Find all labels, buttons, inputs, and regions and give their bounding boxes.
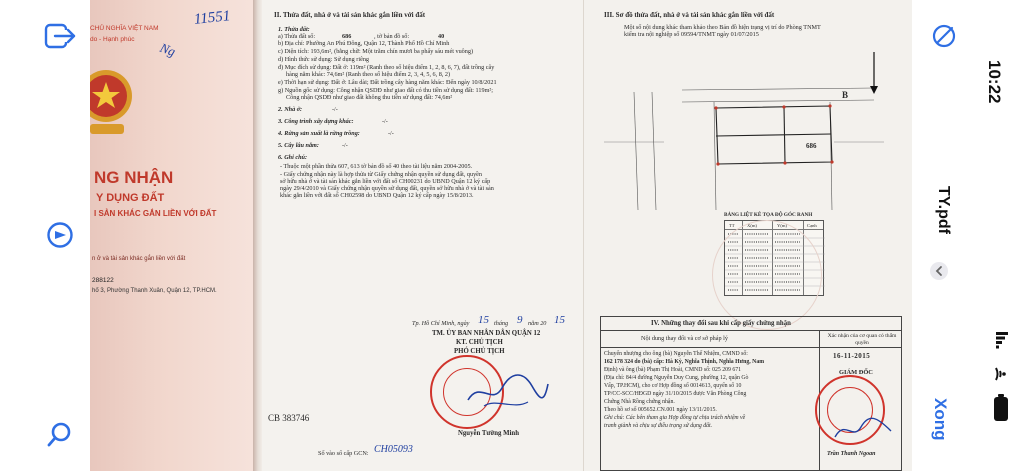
director-signature bbox=[831, 413, 895, 447]
coord-header-y: Y(m) bbox=[777, 223, 787, 228]
section-two-heading: II. Thửa đất, nhà ở và tài sản khác gắn liền với đất bbox=[274, 11, 426, 19]
map-sheet-number: 40 bbox=[438, 33, 445, 40]
change-line-10: tranh giành và chịu sự điều trạng sử dụng đất. bbox=[604, 423, 713, 429]
section-three-page bbox=[584, 0, 912, 471]
signal-icon bbox=[994, 330, 1010, 350]
construction-label: 3. Công trình xây dựng khác: bbox=[278, 118, 354, 125]
certificate-serial: CB 383746 bbox=[268, 413, 310, 423]
owner-line: n ở và tài sản khác gắn liền với đất bbox=[92, 256, 186, 262]
parcel-label-686: 686 bbox=[806, 142, 817, 150]
house-label: 2. Nhà ở: bbox=[278, 106, 303, 113]
change-line-3: Định) và ông (bà) Phạm Thị Hoài, CMND số: 025 209 671 bbox=[604, 367, 742, 373]
change-line-2: 162 178 324 do (bà) cấp: Hà Kỳ, Nghĩa Thịnh, Nghĩa Hưng, Nam bbox=[604, 359, 765, 365]
battery-icon bbox=[992, 393, 1010, 423]
certificate-subtitle-2: I SẢN KHÁC GẮN LIỀN VỚI ĐẤT bbox=[94, 209, 217, 218]
chevron-down-icon[interactable] bbox=[929, 261, 949, 281]
official-signature bbox=[462, 366, 552, 416]
done-button[interactable]: Xong bbox=[931, 398, 950, 441]
forward-icon[interactable] bbox=[46, 221, 74, 249]
house-value: -/- bbox=[332, 106, 338, 113]
map-note-2: kiểm tra nội nghiệp số 09594/TNMT ngày 01/07/2015 bbox=[624, 31, 759, 38]
north-arrow-label: B bbox=[842, 90, 849, 100]
sign-month-label: tháng bbox=[494, 320, 509, 327]
director-name: Trần Thanh Ngoan bbox=[827, 451, 876, 457]
kt-chair: KT. CHỦ TỊCH bbox=[456, 339, 503, 346]
gcn-label: Số vào sổ cấp GCN: bbox=[318, 450, 369, 457]
change-line-7: Chứng Nhà Rồng chứng nhận. bbox=[604, 399, 675, 405]
vice-chair: PHÓ CHỦ TỊCH bbox=[454, 348, 505, 355]
usage-form: d) Hình thức sử dụng: Sử dụng riêng bbox=[278, 56, 370, 63]
purpose-line-1: đ) Mục đích sử dụng: Đất ở: 119m² (Ranh theo số hiệu điểm 1, 2, 8, 6, 7), đất trồng cây bbox=[278, 64, 495, 71]
tree-label: 5. Cây lâu năm: bbox=[278, 142, 319, 149]
origin-line-2: Công nhận QSDĐ như giao đất không thu tiền sử dụng đất: 74,6m² bbox=[286, 94, 453, 101]
note-5: khác gắn liền với đất số CH02598 do UBND Quận 12 ký cấp ngày 15/8/2013. bbox=[280, 192, 474, 199]
note-1: - Thuộc một phần thửa 607, 613 tờ bản đồ số 40 theo tài liệu năm 2004-2005. bbox=[280, 163, 473, 170]
certificate-document bbox=[90, 0, 912, 471]
coord-table-title: BẢNG LIỆT KÊ TỌA ĐỘ GÓC RANH bbox=[724, 212, 813, 218]
left-toolbar bbox=[0, 0, 90, 471]
address-partial: hố 3, Phường Thanh Xuân, Quận 12, TP.HCM. bbox=[92, 288, 217, 294]
term-line: e) Thời hạn sử dụng: Đất ở: Lâu dài; Đất trồng cây hàng năm khác: Đến ngày 10/8/2021 bbox=[278, 79, 497, 86]
forest-label: 4. Rừng sản xuất là rừng trồng: bbox=[278, 130, 360, 137]
tree-value: -/- bbox=[342, 142, 348, 149]
gcn-number: CH05093 bbox=[374, 444, 413, 455]
forest-value: -/- bbox=[388, 130, 394, 137]
col-confirm-header: Xác nhận của cơ quan có thẩm quyền bbox=[827, 333, 897, 347]
change-line-5: Vấp, TP.HCM), cho cơ Hợp đồng số 0014613, quyển số 10 bbox=[604, 383, 742, 389]
map-note-1: Một số nội dung khác tham khảo theo Bản đồ hiện trạng vị trí do Phòng TNMT bbox=[624, 24, 821, 31]
change-line-4: (Địa chỉ: 84/4 đường Nguyễn Duy Cung, phường 12, quận Gò bbox=[604, 375, 749, 381]
change-line-8: Theo hồ sơ số 005652.CN.001 ngày 13/11/2015. bbox=[604, 407, 717, 413]
change-line-1: Chuyển nhượng cho ông (bà) Nguyễn Thế Nhiệm, CMND số: bbox=[604, 351, 748, 357]
change-line-9: Ghi chú: Các bên tham gia Hợp đồng tự chịu trách nhiệm về bbox=[604, 415, 746, 421]
motto: do - Hạnh phúc bbox=[90, 36, 135, 43]
committee-name: TM. ỦY BAN NHÂN DÂN QUẬN 12 bbox=[432, 330, 541, 337]
director-title: GIÁM ĐỐC bbox=[839, 369, 873, 376]
sign-place: Tp. Hồ Chí Minh, ngày bbox=[412, 320, 470, 327]
certificate-subtitle: Y DỤNG ĐẤT bbox=[96, 192, 165, 204]
sign-year-label: năm 20 bbox=[528, 320, 547, 327]
national-emblem bbox=[90, 58, 140, 144]
parcel-number: 686 bbox=[342, 33, 352, 40]
wifi-icon bbox=[992, 365, 1010, 383]
note-4: ngày 29/4/2010 và Giấy chứng nhận quyền sử dụng đất, quyền sở hữu nhà ở và tài sản bbox=[280, 185, 494, 192]
parcel-label: a) Thửa đất số: bbox=[278, 33, 316, 40]
construction-value: -/- bbox=[382, 118, 388, 125]
change-line-6: TP/CC-SCC/HĐGD ngày 31/10/2015 được Văn Phòng Công bbox=[604, 391, 747, 397]
markup-icon[interactable] bbox=[930, 22, 958, 50]
document-filename: TY.pdf bbox=[935, 186, 952, 234]
coord-header-x: X(m) bbox=[747, 223, 757, 228]
notes-label: 6. Ghi chú: bbox=[278, 154, 308, 161]
purpose-line-2: hàng năm khác: 74,6m² (Ranh theo số hiệu điểm 2, 3, 4, 5, 6, 8, 2) bbox=[286, 71, 451, 78]
area-line: c) Diện tích: 193,6m², (bằng chữ: Một trăm chín mươi ba phẩy sáu mét vuông) bbox=[278, 48, 474, 55]
status-time: 10:22 bbox=[985, 60, 1004, 104]
country-name: CHỦ NGHĨA VIỆT NAM bbox=[90, 25, 159, 32]
land-plot-diagram bbox=[604, 42, 884, 212]
section-two-page bbox=[262, 0, 584, 471]
share-icon[interactable] bbox=[44, 22, 78, 50]
handwritten-number: 11551 bbox=[193, 8, 232, 28]
note-3: sở hữu nhà ở và tài sản khác gắn liền với đất số CH00231 do UBND Quận 12 ký cấp bbox=[280, 178, 491, 185]
note-2: - Giấy chứng nhận này là hợp thửa từ Giấy chứng nhận quyền sử dụng đất, quyền bbox=[280, 171, 483, 178]
serial-partial: 288122 bbox=[92, 277, 114, 284]
section-three-heading: III. Sơ đồ thửa đất, nhà ở và tài sản khác gắn liền với đất bbox=[604, 11, 775, 19]
coord-header-edge: Cạnh bbox=[807, 223, 817, 228]
origin-line-1: g) Nguồn gốc sử dụng: Công nhận QSDĐ như giao đất có thu tiền sử dụng đất: 119m²; bbox=[278, 87, 493, 94]
col-content-header: Nội dung thay đổi và cơ sở pháp lý bbox=[641, 335, 728, 342]
land-label: 1. Thửa đất: bbox=[278, 26, 310, 33]
certificate-title: NG NHẬN bbox=[94, 168, 174, 187]
watermark-seal bbox=[712, 220, 822, 330]
confirm-date: 16-11-2015 bbox=[833, 352, 871, 360]
sign-year: 15 bbox=[554, 314, 565, 326]
certificate-cover bbox=[90, 0, 258, 471]
signer-name: Nguyễn Tường Minh bbox=[458, 430, 519, 437]
sign-month: 9 bbox=[517, 314, 523, 326]
section-four-heading: IV. Những thay đổi sau khi cấp giấy chứng nhận bbox=[651, 320, 791, 327]
search-icon[interactable] bbox=[46, 421, 74, 449]
address-line: b) Địa chỉ: Phường An Phú Đông, Quận 12, Thành Phố Hồ Chí Minh bbox=[278, 40, 450, 47]
sign-day: 15 bbox=[478, 314, 489, 326]
section-four-table bbox=[600, 316, 902, 471]
viewer-toolbar bbox=[912, 0, 1024, 471]
map-sheet-label: , tờ bản đồ số: bbox=[374, 33, 410, 40]
handwritten-mark: Ng bbox=[158, 39, 178, 60]
coord-header-tt: TT bbox=[729, 223, 735, 228]
